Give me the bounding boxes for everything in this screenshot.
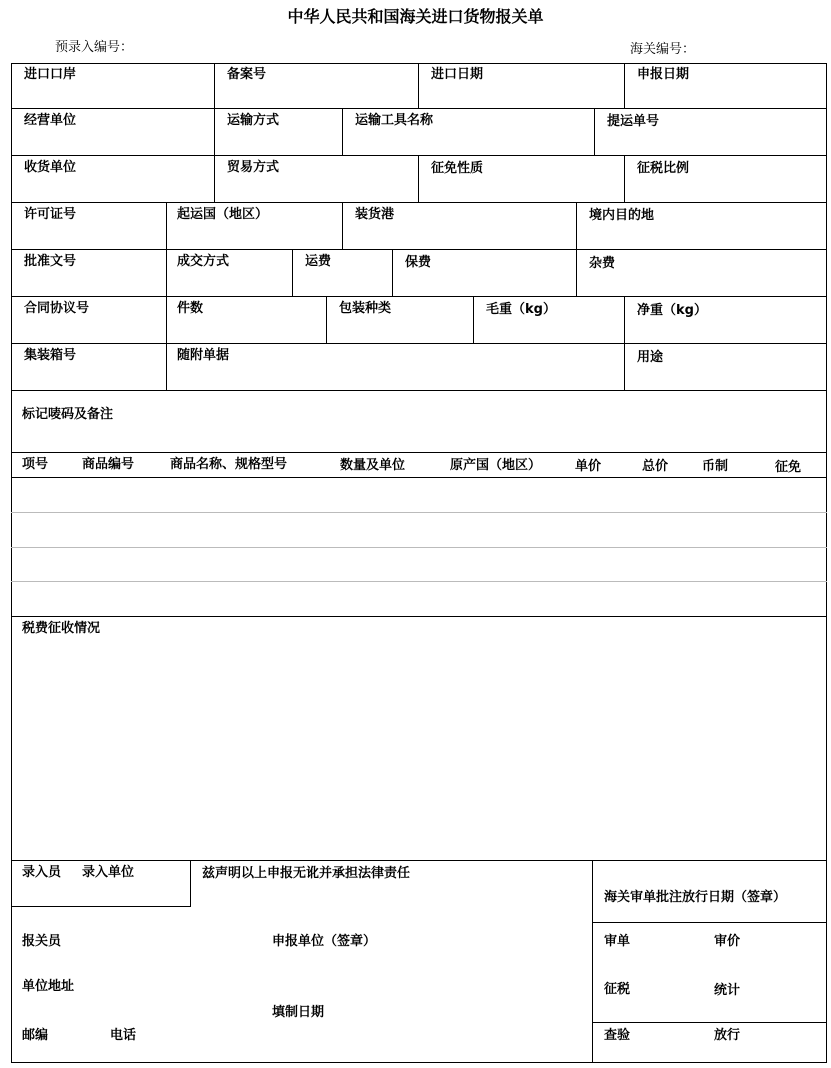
row-line: [11, 390, 827, 391]
cell-divider: [166, 343, 167, 390]
field-approval-no: 批准文号: [24, 254, 77, 269]
broker-label: 报关员: [22, 934, 62, 949]
levy-label: 征税: [604, 982, 631, 997]
cell-divider: [166, 296, 167, 343]
col-exemption: 征免: [775, 460, 802, 475]
col-commodity-name: 商品名称、规格型号: [170, 457, 288, 472]
field-bill-of-lading: 提运单号: [607, 114, 660, 129]
row-line: [11, 249, 827, 250]
field-import-date: 进口日期: [431, 67, 484, 82]
inspection-label: 查验: [604, 1028, 631, 1043]
cell-divider: [624, 343, 625, 390]
field-container-no: 集装箱号: [24, 348, 77, 363]
row-line: [592, 922, 827, 923]
cell-divider: [594, 108, 595, 155]
entry-clerk-label: 录入员: [22, 865, 62, 880]
field-gross-weight: 毛重（kg）: [486, 302, 556, 317]
cell-divider: [326, 296, 327, 343]
field-vehicle-name: 运输工具名称: [355, 113, 434, 128]
border-top: [11, 63, 827, 64]
row-line: [11, 202, 827, 203]
declaration-statement: 兹声明以上申报无讹并承担法律责任: [202, 866, 411, 881]
border-right: [826, 63, 827, 1063]
field-loading-port: 装货港: [355, 207, 395, 222]
field-marks-remarks: 标记唛码及备注: [22, 407, 114, 422]
statistics-label: 统计: [714, 983, 741, 998]
fill-date-label: 填制日期: [272, 1005, 325, 1020]
row-line: [11, 906, 191, 907]
price-review-label: 审价: [714, 934, 741, 949]
row-line: [11, 296, 827, 297]
field-transport-mode: 运输方式: [227, 113, 280, 128]
col-quantity-unit: 数量及单位: [340, 458, 406, 473]
field-record-no: 备案号: [227, 67, 267, 82]
cell-divider: [576, 202, 577, 249]
field-deal-mode: 成交方式: [177, 254, 230, 269]
review-label: 审单: [604, 934, 631, 949]
col-commodity-code: 商品编号: [82, 457, 135, 472]
cell-divider: [418, 63, 419, 108]
field-consignee: 收货单位: [24, 160, 77, 175]
field-misc-fee: 杂费: [589, 256, 616, 271]
row-line: [11, 155, 827, 156]
field-declare-date: 申报日期: [637, 67, 690, 82]
field-net-weight: 净重（kg）: [637, 303, 707, 318]
border-left: [11, 63, 12, 1063]
border-bottom: [11, 1062, 827, 1063]
field-license-no: 许可证号: [24, 207, 77, 222]
field-attached-docs: 随附单据: [177, 348, 230, 363]
tax-levy-section: 税费征收情况: [22, 621, 101, 636]
cell-divider: [624, 296, 625, 343]
cell-divider: [166, 202, 167, 249]
row-line: [11, 343, 827, 344]
field-trade-mode: 贸易方式: [227, 160, 280, 175]
cell-divider: [214, 63, 215, 108]
row-line: [592, 1022, 827, 1023]
release-label: 放行: [714, 1028, 741, 1043]
cell-divider: [214, 108, 215, 155]
cell-divider: [190, 860, 191, 907]
col-item-no: 项号: [22, 457, 49, 472]
field-exemption-nature: 征免性质: [431, 161, 484, 176]
cell-divider: [214, 155, 215, 202]
field-import-port: 进口口岸: [24, 67, 77, 82]
field-origin-country: 起运国（地区）: [177, 207, 269, 222]
field-tax-ratio: 征税比例: [637, 161, 690, 176]
field-business-unit: 经营单位: [24, 113, 77, 128]
customs-approval-label: 海关审单批注放行日期（签章）: [604, 890, 787, 905]
row-line: [11, 452, 827, 453]
cell-divider: [166, 249, 167, 296]
field-freight: 运费: [305, 254, 332, 269]
cell-divider: [392, 249, 393, 296]
cell-divider: [418, 155, 419, 202]
col-total-price: 总价: [642, 459, 669, 474]
cell-divider: [624, 155, 625, 202]
field-contract-no: 合同协议号: [24, 301, 90, 316]
declaring-unit-label: 申报单位（签章）: [272, 934, 377, 949]
cell-divider: [576, 249, 577, 296]
goods-line: [11, 512, 827, 513]
customs-number-label: 海关编号：: [630, 42, 696, 57]
entry-unit-label: 录入单位: [82, 865, 135, 880]
field-usage: 用途: [637, 350, 664, 365]
row-line: [11, 616, 827, 617]
goods-line: [11, 547, 827, 548]
pre-entry-number-label: 预录入编号：: [55, 40, 134, 55]
col-currency: 币制: [702, 459, 729, 474]
cell-divider: [592, 860, 593, 1063]
cell-divider: [624, 63, 625, 108]
cell-divider: [473, 296, 474, 343]
phone-label: 电话: [110, 1028, 137, 1043]
cell-divider: [342, 108, 343, 155]
cell-divider: [342, 202, 343, 249]
postcode-label: 邮编: [22, 1028, 49, 1043]
field-insurance: 保费: [405, 255, 432, 270]
row-line: [11, 108, 827, 109]
row-line: [11, 477, 827, 478]
goods-line: [11, 581, 827, 582]
col-unit-price: 单价: [575, 459, 602, 474]
col-origin-country: 原产国（地区）: [450, 458, 542, 473]
field-package-type: 包装种类: [339, 301, 392, 316]
field-piece-count: 件数: [177, 301, 204, 316]
row-line: [11, 860, 827, 861]
form-title: 中华人民共和国海关进口货物报关单: [287, 7, 544, 26]
cell-divider: [292, 249, 293, 296]
field-domestic-destination: 境内目的地: [589, 208, 655, 223]
address-label: 单位地址: [22, 979, 75, 994]
